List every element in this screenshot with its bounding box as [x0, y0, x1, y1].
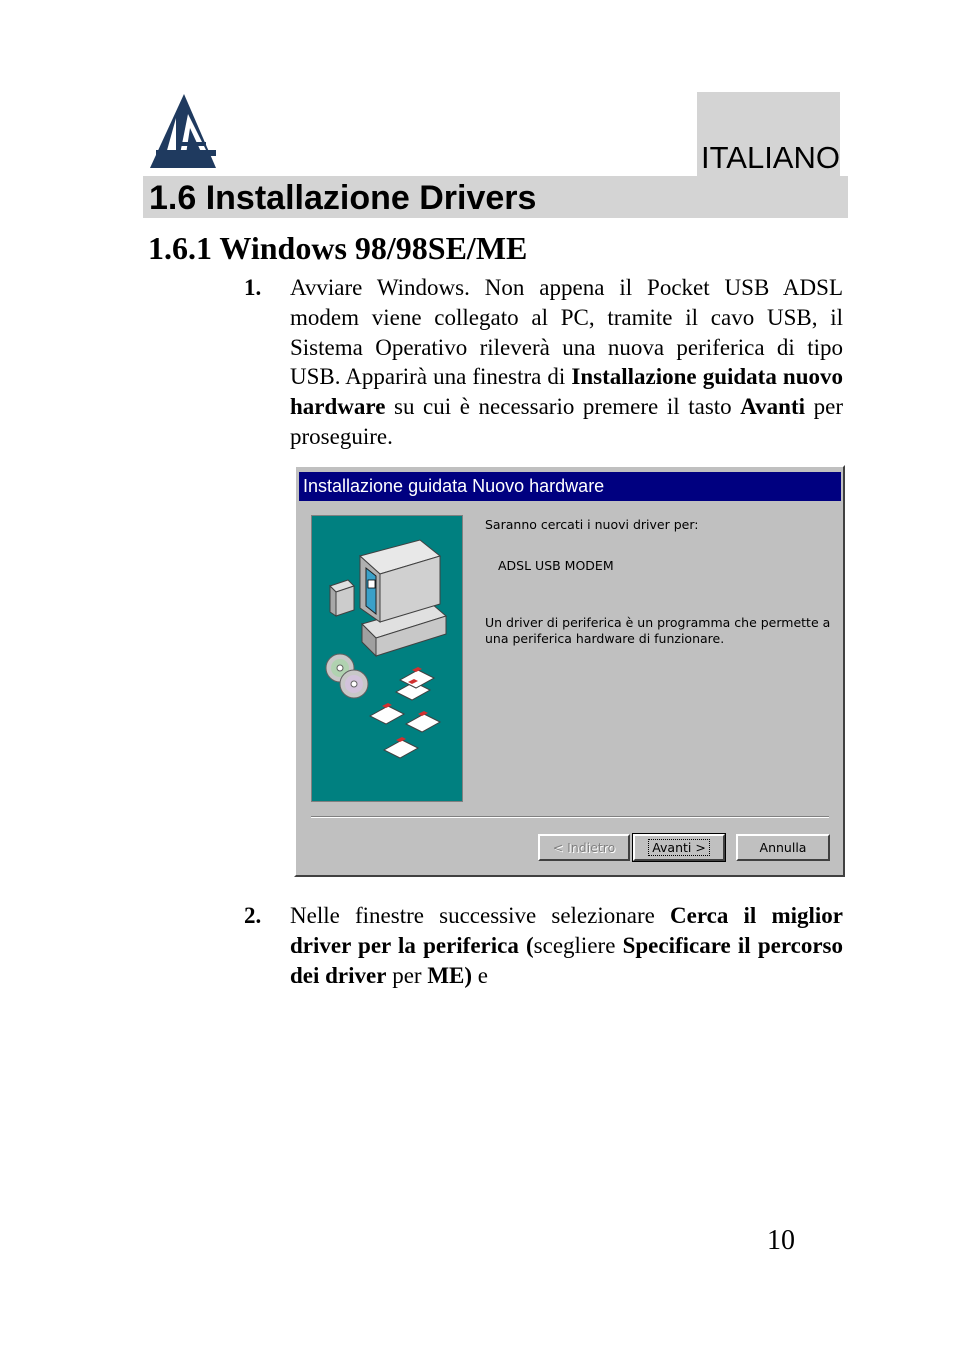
- dialog-separator: [311, 816, 829, 818]
- step-1-text-part: per proseguire.: [290, 394, 843, 449]
- step-number-1: 1.: [244, 275, 262, 300]
- dialog-device-name: ADSL USB MODEM: [498, 558, 614, 573]
- page-number: 10: [767, 1225, 795, 1256]
- language-label: ITALIANO: [701, 140, 840, 175]
- computer-and-disks-icon: [312, 516, 462, 801]
- cancel-button[interactable]: [736, 834, 830, 861]
- step-2-text-part: e: [472, 962, 489, 988]
- step-2-bold-me: ME): [427, 962, 473, 988]
- next-button[interactable]: [633, 834, 725, 861]
- step-2-bold-path: Specificare il percorso dei driver: [290, 932, 843, 988]
- step-2-text: [290, 901, 843, 990]
- dialog-title-bar: Installazione guidata Nuovo hardware: [299, 472, 841, 501]
- step-2-bold-search: Cerca il miglior driver per la periferica (: [290, 903, 843, 958]
- next-button-label: Avanti >: [649, 840, 709, 855]
- wizard-illustration-panel: [311, 515, 463, 802]
- dialog-description: Un driver di periferica è un programma che permette a una periferica hardware di funzionare.: [485, 615, 831, 646]
- step-1-bold-next: Avanti: [740, 394, 806, 420]
- step-1-text-part: Avviare Windows. Non appena il Pocket USB ADSL modem viene collegato al PC, tramite il cavo USB, il Sistema Operativo rileverà una nuova periferica di tipo USB. Apparirà una finestra di: [290, 275, 843, 390]
- atlantis-logo-icon: [146, 92, 220, 170]
- step-1-text-part: su cui è necessario premere il tasto: [385, 394, 741, 420]
- company-logo: [146, 92, 220, 170]
- subsection-title: 1.6.1 Windows 98/98SE/ME: [148, 230, 528, 266]
- wizard-dialog-screenshot: [294, 465, 845, 877]
- cancel-button-label: Annulla: [759, 840, 807, 855]
- step-2-text-part: scegliere: [533, 932, 623, 958]
- step-number-2: 2.: [244, 903, 262, 928]
- dialog-search-line: Saranno cercati i nuovi driver per:: [485, 517, 699, 532]
- step-2-text-part: Nelle finestre successive selezionare: [290, 903, 670, 928]
- step-1-bold-wizard: Installazione guidata nuovo hardware: [290, 364, 843, 420]
- back-button-label: < Indietro: [552, 840, 616, 855]
- back-button[interactable]: [538, 834, 630, 861]
- section-title: 1.6 Installazione Drivers: [149, 179, 537, 217]
- step-1-text: [290, 273, 843, 452]
- step-2-text-part: per: [386, 962, 428, 988]
